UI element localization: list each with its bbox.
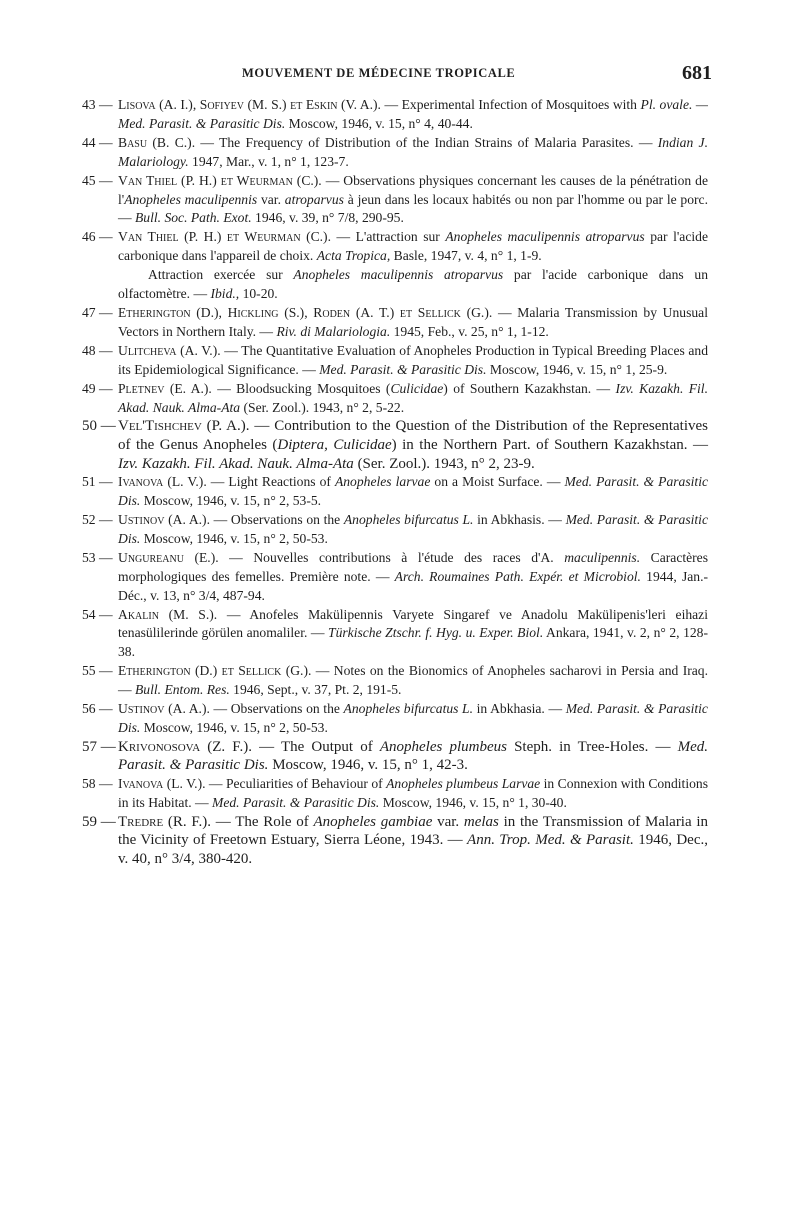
reference-text: Moscow, 1946, v. 15, n° 1, 25-9. [486, 361, 668, 377]
reference-italic: Anopheles plumbeus Larvae [386, 776, 541, 792]
reference-text: in Abkhasia. — [473, 701, 566, 717]
reference-number: 47 — [82, 304, 113, 320]
reference-number: 45 — [82, 172, 113, 188]
reference-authors: Lisova (A. I.), Sofiyev (M. S.) et Eskin (V. A.). [118, 97, 381, 112]
reference-text: ) in the Northern Part. of Southern Kazakhstan. — [391, 437, 708, 453]
reference-italic: Med. Parasit. & Parasitic Dis. [118, 738, 708, 774]
reference-text: Moscow, 1946, v. 15, n° 2, 53-5. [140, 493, 322, 509]
reference-text: — Nouvelles contributions à l'étude des races d'A. [218, 549, 565, 565]
reference-text: à jeun dans les locaux habités ou non par l'homme ou par le porc. — [118, 191, 708, 226]
reference-text: par l'acide carbonique dans un olfactomètre. — [118, 267, 708, 302]
reference-text: var. [257, 191, 285, 207]
reference-number: 48 — [82, 342, 113, 358]
reference-text: — The Output of [251, 738, 380, 755]
reference-italic: Anopheles maculipennis atroparvus [445, 229, 645, 245]
reference-entry [82, 266, 708, 304]
reference-italic: Med. Parasit. & Parasitic Dis. [118, 512, 708, 546]
reference-italic: Anopheles maculipennis [124, 191, 258, 207]
reference-text: — Notes on the Bionomics of Anopheles sacharovi in Persia and Iraq. — [118, 663, 708, 698]
reference-text: 1946, v. 39, n° 7/8, 290-95. [251, 210, 404, 226]
reference-text: 1946, Dec., v. 40, n° 3/4, 380-420. [118, 832, 708, 868]
reference-text: on a Moist Surface. — [430, 474, 565, 490]
reference-text: Moscow, 1946, v. 15, n° 2, 50-53. [140, 719, 328, 735]
reference-text: in Connexion with Conditions in its Habitat. — [118, 776, 708, 810]
reference-italic: Ibid., [210, 286, 240, 302]
reference-text: — The Role of [211, 813, 314, 830]
reference-text: — Anofeles Makülipennis Varyete Singaref ve Anadolu Makülipenis'leri eihazi tenasülilerinde görülen anomaliler. — [118, 606, 708, 641]
reference-authors: Vel'Tishchev (P. A.). [118, 418, 250, 435]
reference-authors: Ivanova (L. V.). [118, 474, 207, 490]
reference-number: 55 — [82, 663, 113, 679]
reference-italic: melas [463, 813, 499, 830]
reference-text: — Observations on the [209, 701, 344, 717]
reference-text: 1947, Mar., v. 1, n° 1, 123-7. [188, 153, 349, 169]
reference-italic: Arch. Roumaines Path. Expér. et Microbiol. [394, 568, 641, 584]
reference-authors: Van Thiel (P. H.) et Weurman (C.). [118, 229, 331, 245]
reference-entry [82, 96, 708, 134]
reference-number: 57 — [82, 738, 116, 755]
reference-text: (Ser. Zool.). 1943, n° 2, 23-9. [353, 455, 535, 472]
reference-authors: Van Thiel (P. H.) et Weurman (C.). [118, 172, 322, 188]
reference-text: — Observations on the [209, 512, 344, 527]
reference-text: Moscow, 1946, v. 15, n° 1, 30-40. [379, 794, 567, 810]
reference-text: — Malaria Transmission by Unusual Vectors in Northern Italy. — [118, 304, 708, 339]
reference-italic: Indian J. Malariology. [118, 134, 708, 169]
reference-text: (Ser. Zool.). 1943, n° 2, 5-22. [240, 399, 405, 415]
reference-number: 46 — [82, 229, 113, 245]
page-number: 681 [682, 62, 712, 84]
reference-entry [82, 606, 708, 663]
reference-authors: Ungureanu (E.). [118, 549, 219, 565]
reference-italic: Acta Tropica, [316, 248, 391, 264]
reference-entry [82, 700, 708, 738]
reference-text: — Observations physiques concernant les causes de la pénétration de l' [118, 172, 708, 207]
reference-text: Moscow, 1946, v. 15, n° 1, 42-3. [268, 757, 468, 774]
reference-italic: Anopheles bifurcatus L. [343, 512, 474, 527]
reference-number: 53 — [82, 549, 113, 565]
reference-number: 54 — [82, 606, 113, 622]
reference-number: 44 — [82, 134, 113, 150]
reference-text: var. [432, 813, 464, 830]
reference-number: 52 — [82, 512, 113, 527]
reference-entry [82, 342, 708, 380]
reference-entry [82, 813, 708, 869]
reference-text: Basle, 1947, v. 4, n° 1, 1-9. [390, 248, 542, 264]
reference-entry [82, 473, 708, 511]
reference-text: 1946, Sept., v. 37, Pt. 2, 191-5. [229, 682, 402, 698]
reference-italic: Anopheles larvae [334, 474, 431, 490]
reference-italic: Anopheles plumbeus [379, 738, 507, 755]
reference-number: 50 — [82, 418, 116, 435]
reference-italic: Pl. ovale. — Med. Parasit. & Parasitic Dis. [118, 97, 709, 131]
reference-entry [82, 134, 708, 172]
reference-italic: Bull. Entom. Res. [135, 682, 230, 698]
reference-entry [82, 549, 708, 606]
reference-authors: Tredre (R. F.). [118, 813, 212, 830]
reference-italic: Anopheles maculipennis atroparvus [293, 267, 504, 283]
reference-italic: Culicidae [390, 380, 444, 396]
running-head [82, 62, 712, 85]
reference-number: 59 — [82, 813, 116, 830]
reference-number: 56 — [82, 701, 113, 717]
reference-entry [82, 304, 708, 342]
reference-text: 1944, Jan.-Déc., v. 13, n° 3/4, 487-94. [118, 568, 708, 603]
reference-text: in the Transmission of Malaria in the Vicinity of Freetown Estuary, Sierra Léone, 1943. — [118, 813, 709, 849]
reference-italic: Anopheles bifurcatus L. [343, 701, 474, 717]
reference-number: 43 — [82, 97, 113, 112]
reference-authors: Etherington (D.), Hickling (S.), Roden (A. T.) et Sellick (G.). [118, 304, 493, 320]
reference-authors: Ustinov (A. A.). [118, 512, 210, 527]
reference-italic: Izv. Kazakh. Fil. Akad. Nauk. Alma-Ata [118, 455, 354, 472]
reference-text: — The Quantitative Evaluation of Anopheles Production in Typical Breeding Places and its Epidemiological Significance. — [118, 342, 709, 377]
reference-entry [82, 738, 708, 775]
reference-text: Moscow, 1946, v. 15, n° 2, 50-53. [140, 530, 328, 546]
reference-authors: Ivanova (L. V.). [118, 776, 206, 792]
reference-list [82, 96, 708, 869]
reference-text: Caractères morphologiques des femelles. Première note. — [118, 549, 709, 584]
reference-authors: Etherington (D.) et Sellick (G.). [118, 663, 312, 679]
reference-text: Attraction exercée sur [148, 267, 294, 283]
reference-entry [82, 172, 708, 229]
reference-italic: maculipennis. [564, 549, 641, 565]
reference-italic: Med. Parasit. & Parasitic Dis. [118, 474, 709, 509]
reference-text: — Light Reactions of [206, 474, 335, 490]
running-title: MOUVEMENT DE MÉDECINE TROPICALE [242, 66, 516, 80]
reference-text: Moscow, 1946, v. 15, n° 4, 40-44. [285, 115, 473, 131]
reference-text: — L'attraction sur [330, 229, 446, 245]
reference-text: — The Frequency of Distribution of the Indian Strains of Malaria Parasites. — [195, 134, 658, 150]
reference-authors: Akalin (M. S.). [118, 606, 218, 622]
reference-italic: Med. Parasit. & Parasitic Dis. [118, 701, 708, 735]
reference-text: in Abkhasis. — [473, 512, 566, 527]
reference-text: Ankara, 1941, v. 2, n° 2, 128-38. [118, 625, 708, 660]
reference-authors: Ulitcheva (A. V.). [118, 342, 221, 358]
reference-authors: Ustinov (A. A.). [118, 701, 210, 717]
reference-italic: Türkische Ztschr. f. Hyg. u. Exper. Biol. [328, 625, 544, 641]
reference-entry [82, 417, 708, 473]
reference-number: 58 — [82, 776, 113, 792]
reference-authors: Pletnev (E. A.). [118, 380, 212, 396]
reference-text: — Bloodsucking Mosquitoes ( [211, 380, 391, 396]
reference-entry [82, 380, 708, 418]
reference-italic: Diptera, Culicidae [277, 437, 392, 453]
reference-entry [82, 775, 708, 813]
reference-italic: Med. Parasit. & Parasitic Dis. [319, 361, 487, 377]
reference-italic: Riv. di Malariologia. [276, 323, 391, 339]
reference-italic: Izv. Kazakh. Fil. Akad. Nauk. Alma-Ata [118, 380, 708, 415]
reference-entry [82, 228, 708, 266]
reference-italic: atroparvus [284, 191, 344, 207]
reference-text: — Contribution to the Question of the Distribution of the Representatives of the Genus Anopheles ( [118, 418, 709, 453]
reference-text: 1945, Feb., v. 25, n° 1, 1-12. [390, 323, 549, 339]
reference-text: par l'acide carbonique dans l'appareil de choix. [118, 229, 708, 264]
reference-italic: Bull. Soc. Path. Exot. [135, 210, 252, 226]
reference-italic: Anopheles gambiae [313, 813, 433, 830]
reference-text: Steph. in Tree-Holes. — [506, 738, 678, 755]
reference-number: 51 — [82, 474, 113, 490]
reference-italic: Med. Parasit. & Parasitic Dis. [212, 794, 380, 810]
reference-authors: Basu (B. C.). [118, 134, 196, 150]
reference-entry [82, 511, 708, 549]
reference-italic: Ann. Trop. Med. & Parasit. [467, 832, 634, 849]
reference-entry [82, 662, 708, 700]
reference-text: 10-20. [239, 286, 278, 302]
reference-number: 49 — [82, 380, 113, 396]
reference-text: — Peculiarities of Behaviour of [205, 776, 387, 792]
reference-text: — Experimental Infection of Mosquitoes with [380, 97, 641, 112]
reference-authors: Krivonosova (Z. F.). [118, 738, 252, 755]
reference-text: ) of Southern Kazakhstan. — [443, 380, 616, 396]
